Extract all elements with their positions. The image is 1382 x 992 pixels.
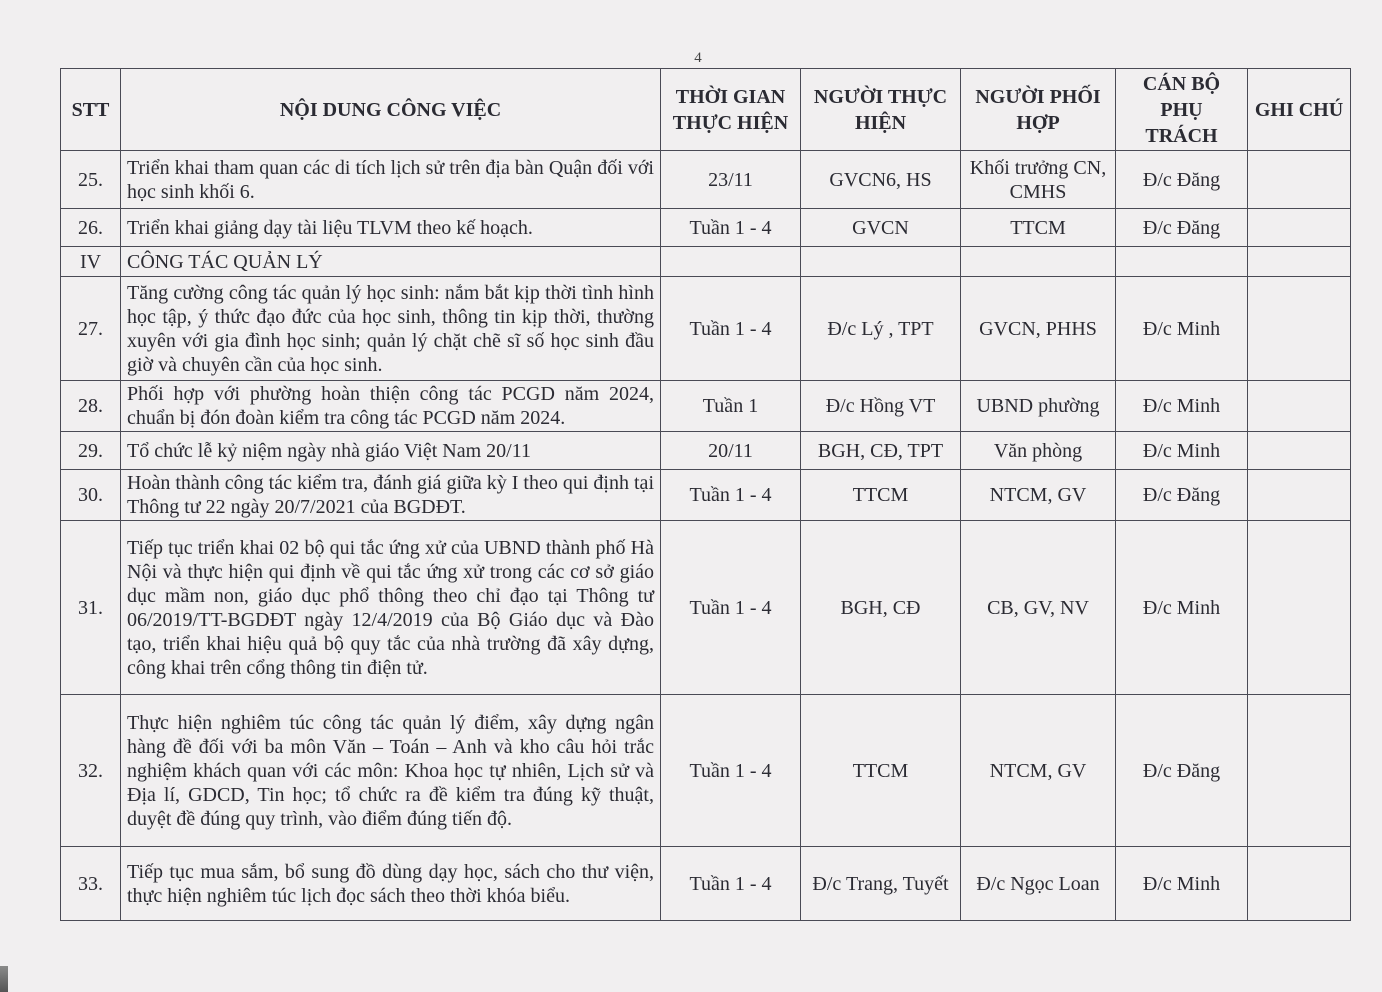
row-note [1248, 432, 1351, 470]
row-responsible: Đ/c Đăng [1116, 151, 1248, 209]
row-stt: 32. [61, 695, 121, 847]
row-executor: BGH, CĐ, TPT [801, 432, 961, 470]
row-executor: Đ/c Hồng VT [801, 381, 961, 432]
row-executor [801, 247, 961, 277]
row-time [661, 247, 801, 277]
header-stt: STT [61, 69, 121, 151]
row-content: Phối hợp với phường hoàn thiện công tác PCGD năm 2024, chuẩn bị đón đoàn kiểm tra công tác PCGD năm 2024. [121, 381, 661, 432]
table-row [61, 209, 1351, 247]
row-note [1248, 151, 1351, 209]
row-coordinator: NTCM, GV [961, 470, 1116, 521]
row-note [1248, 695, 1351, 847]
row-note [1248, 847, 1351, 921]
row-stt: 31. [61, 521, 121, 695]
row-note [1248, 277, 1351, 381]
row-content: Triển khai tham quan các di tích lịch sử trên địa bàn Quận đối với học sinh khối 6. [121, 151, 661, 209]
header-executor: NGƯỜI THỰC HIỆN [801, 69, 961, 151]
header-responsible: CÁN BỘ PHỤ TRÁCH [1116, 69, 1248, 151]
row-time: Tuần 1 - 4 [661, 847, 801, 921]
row-stt: 30. [61, 470, 121, 521]
row-content: Tổ chức lễ kỷ niệm ngày nhà giáo Việt Nam 20/11 [121, 432, 661, 470]
row-stt: 27. [61, 277, 121, 381]
row-responsible: Đ/c Minh [1116, 432, 1248, 470]
page-edge-mark [0, 966, 8, 992]
table-row [61, 521, 1351, 695]
row-coordinator [961, 247, 1116, 277]
row-coordinator: UBND phường [961, 381, 1116, 432]
header-row [61, 69, 1351, 151]
row-coordinator: Văn phòng [961, 432, 1116, 470]
row-content: Triển khai giảng dạy tài liệu TLVM theo kế hoạch. [121, 209, 661, 247]
row-executor: TTCM [801, 470, 961, 521]
row-time: Tuần 1 - 4 [661, 277, 801, 381]
row-content: Hoàn thành công tác kiểm tra, đánh giá giữa kỳ I theo qui định tại Thông tư 22 ngày 20/7/2021 của BGDĐT. [121, 470, 661, 521]
row-executor: BGH, CĐ [801, 521, 961, 695]
row-content: Tiếp tục triển khai 02 bộ qui tắc ứng xử của UBND thành phố Hà Nội và thực hiện qui định về qui tắc ứng xử trong các cơ sở giáo dục mầm non, giáo dục phổ thông theo chỉ đạo tại Thông tư 06/2019/TT-BGDĐT ngày 12/4/2019 của Bộ Giáo dục và Đào tạo, triển khai hiệu quả bộ quy tắc của nhà trường đã xây dựng, công khai trên cổng thông tin điện tử. [121, 521, 661, 695]
section-number: IV [61, 247, 121, 277]
row-time: Tuần 1 [661, 381, 801, 432]
row-responsible: Đ/c Đăng [1116, 209, 1248, 247]
table-row [61, 432, 1351, 470]
row-coordinator: CB, GV, NV [961, 521, 1116, 695]
page-number: 4 [694, 50, 702, 66]
row-content: Thực hiện nghiêm túc công tác quản lý điểm, xây dựng ngân hàng đề đối với ba môn Văn – Toán – Anh và kho câu hỏi trắc nghiệm khách quan với các môn: Khoa học tự nhiên, Lịch sử và Địa lí, GDCD, Tin học; tổ chức ra đề kiểm tra đúng kỹ thuật, duyệt đề đúng quy trình, vào điểm đúng tiến độ. [121, 695, 661, 847]
row-coordinator: GVCN, PHHS [961, 277, 1116, 381]
row-note [1248, 521, 1351, 695]
row-stt: 26. [61, 209, 121, 247]
table-row [61, 695, 1351, 847]
row-coordinator: Đ/c Ngọc Loan [961, 847, 1116, 921]
row-executor: Đ/c Lý , TPT [801, 277, 961, 381]
row-time: 23/11 [661, 151, 801, 209]
row-responsible [1116, 247, 1248, 277]
row-stt: 29. [61, 432, 121, 470]
section-title: CÔNG TÁC QUẢN LÝ [121, 247, 661, 277]
row-coordinator: Khối trưởng CN, CMHS [961, 151, 1116, 209]
table-row [61, 381, 1351, 432]
row-responsible: Đ/c Minh [1116, 381, 1248, 432]
row-content: Tiếp tục mua sắm, bổ sung đồ dùng dạy học, sách cho thư viện, thực hiện nghiêm túc lịch đọc sách theo thời khóa biểu. [121, 847, 661, 921]
row-executor: TTCM [801, 695, 961, 847]
table-row [61, 151, 1351, 209]
row-note [1248, 247, 1351, 277]
row-stt: 25. [61, 151, 121, 209]
row-time: Tuần 1 - 4 [661, 209, 801, 247]
row-responsible: Đ/c Đăng [1116, 470, 1248, 521]
row-stt: 33. [61, 847, 121, 921]
row-coordinator: TTCM [961, 209, 1116, 247]
row-time: Tuần 1 - 4 [661, 521, 801, 695]
row-executor: GVCN [801, 209, 961, 247]
row-time: 20/11 [661, 432, 801, 470]
row-responsible: Đ/c Minh [1116, 521, 1248, 695]
header-coordinator: NGƯỜI PHỐI HỢP [961, 69, 1116, 151]
section-row [61, 247, 1351, 277]
row-stt: 28. [61, 381, 121, 432]
table-row [61, 277, 1351, 381]
row-time: Tuần 1 - 4 [661, 695, 801, 847]
row-time: Tuần 1 - 4 [661, 470, 801, 521]
row-executor: GVCN6, HS [801, 151, 961, 209]
row-responsible: Đ/c Minh [1116, 277, 1248, 381]
row-responsible: Đ/c Minh [1116, 847, 1248, 921]
row-content: Tăng cường công tác quản lý học sinh: nắm bắt kịp thời tình hình học tập, ý thức đạo đức của học sinh, thông tin kịp thời, thường xuyên với gia đình học sinh; quản lý chặt chẽ sĩ số học sinh đầu giờ và chuyên cần của học sinh. [121, 277, 661, 381]
header-note: GHI CHÚ [1248, 69, 1351, 151]
row-note [1248, 209, 1351, 247]
header-content: NỘI DUNG CÔNG VIỆC [121, 69, 661, 151]
row-coordinator: NTCM, GV [961, 695, 1116, 847]
row-responsible: Đ/c Đăng [1116, 695, 1248, 847]
header-time: THỜI GIAN THỰC HIỆN [661, 69, 801, 151]
row-executor: Đ/c Trang, Tuyết [801, 847, 961, 921]
table-row [61, 847, 1351, 921]
row-note [1248, 470, 1351, 521]
row-note [1248, 381, 1351, 432]
work-plan-table [60, 68, 1351, 921]
table-row [61, 470, 1351, 521]
